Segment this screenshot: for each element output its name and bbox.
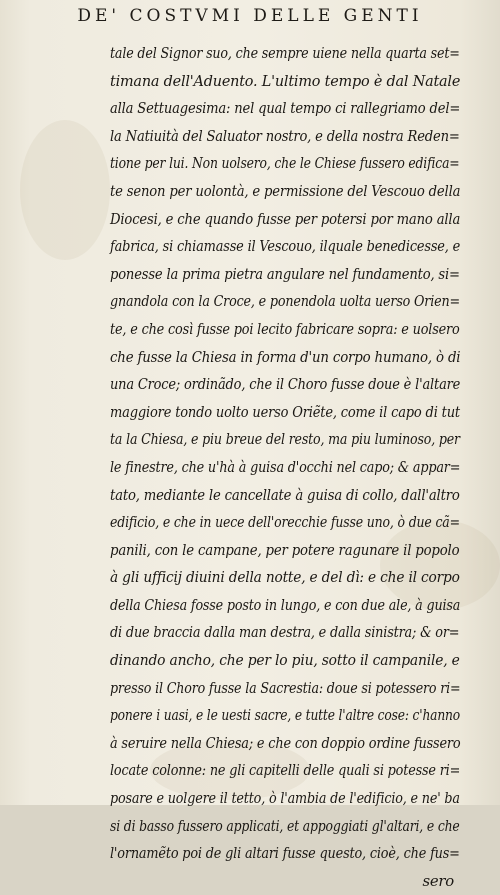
text-line: fabrica, si chiamasse il Vescouo, ilquale benedicesse, e (110, 238, 461, 256)
text-line: le finestre, che u'hà à guisa d'occhi nel capo; & appar= (110, 458, 461, 476)
text-line: una Croce; ordinãdo, che il Choro fusse doue è l'altare (110, 376, 461, 394)
text-line: presso il Choro fusse la Sacrestia: doue si potessero ri= (110, 679, 461, 697)
body-text (110, 40, 460, 895)
text-line: si di basso fussero applicati, et appoggiati gl'altari, e che (110, 817, 460, 835)
text-line: di due braccia dalla man destra, e dalla sinistra; & or= (110, 624, 460, 642)
text-line: l'ornamẽto poi de gli altari fusse questo, cioè, che fus= (110, 845, 460, 863)
text-line: tato, mediante le cancellate à guisa di collo, dall'altro (110, 486, 460, 504)
text-line: à seruire nella Chiesa; e che con doppio ordine fussero (110, 734, 461, 752)
text-line: à gli ufficij diuini della notte, e del dì: e che il corpo (110, 569, 460, 587)
text-line: tale del Signor suo, che sempre uiene nella quarta set= (110, 45, 460, 62)
text-line: locate colonne: ne gli capitelli delle quali si potesse ri= (110, 762, 461, 780)
text-line: alla Settuagesima: nel qual tempo ci rallegriamo del= (110, 100, 461, 118)
catchword: sero (422, 872, 454, 890)
text-line: della Chiesa fosse posto in lungo, e con due ale, à guisa (110, 596, 461, 614)
text-line: posare e uolgere il tetto, ò l'ambia de l'edificio, e ne' ba (110, 790, 460, 808)
text-line: Diocesi, e che quando fusse per potersi por mano alla (110, 210, 461, 228)
text-line: gnandola con la Croce, e ponendola uolta uerso Orien= (110, 293, 460, 311)
text-line: la Natiuità del Saluator nostro, e della nostra Reden= (110, 127, 460, 145)
text-line: timana dell'Aduento. L'ultimo tempo è dal Natale (110, 72, 461, 90)
text-line: tione per lui. Non uolsero, che le Chiese fussero edifica= (110, 155, 460, 173)
text-line: panili, con le campane, per potere ragunare il popolo (110, 541, 460, 559)
text-line: ponesse la prima pietra angulare nel fundamento, si= (110, 265, 460, 283)
text-line: ponere i uasi, e le uesti sacre, e tutte l'altre cose: c'hanno (110, 707, 461, 725)
text-line: te senon per uolontà, e permissione del Vescouo della (110, 182, 461, 200)
text-line: dinando ancho, che per lo piu, sotto il campanile, e (110, 652, 460, 670)
text-line: edificio, e che in uece dell'orecchie fusse uno, ò due cã= (110, 514, 460, 532)
text-line: te, e che così fusse poi lecito fabricare sopra: e uolsero (110, 320, 460, 338)
paper-stain (20, 120, 110, 260)
text-line: che fusse la Chiesa in forma d'un corpo humano, ò di (110, 348, 461, 366)
text-line: ta la Chiesa, e piu breue del resto, ma piu luminoso, per (110, 431, 460, 449)
running-head: DE' COSTVMI DELLE GENTI (77, 6, 423, 26)
text-line: maggiore tondo uolto uerso Oriẽte, come il capo di tut (110, 403, 460, 421)
